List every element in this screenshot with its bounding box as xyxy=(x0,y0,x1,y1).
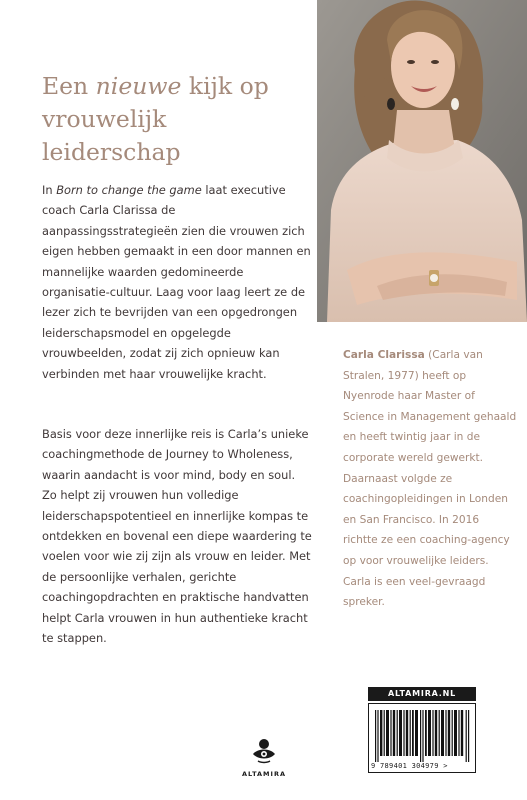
author-bio-text: (Carla van Stralen, 1977) heeft op Nyenrode haar Master of Science in Management gehaald en heeft twintig jaar in de corporate wereld gewerkt. Daarnaast volgde ze coachingopleidingen in Londen en San Francisco. In 2016 richtte ze een coaching-agency op voor vrouwelijke leiders. Carla is een veel-gevraagd spreker. xyxy=(343,349,517,609)
author-name: Carla Clarissa xyxy=(343,349,425,361)
intro-lead: In xyxy=(42,183,57,197)
intro-text: laat executive coach Carla Clarissa de aanpassingsstrategieën zien die vrouwen zich eigen hebben gemaakt in een door mannen en mannelijke waarden gedomineerde organisatie-cultuur. Laag voor laag leert ze de lezer zich te bevrijden van een opgedrongen leiderschapsmodel en opgelegde vrouwbeelden, zodat zij zich opnieuw kan verbinden met haar vrouwelijke kracht. xyxy=(42,183,311,381)
headline-emphasis: nieuwe xyxy=(95,72,182,100)
isbn-number: 9 789401 304979 > xyxy=(371,762,448,770)
headline-part1: Een xyxy=(42,72,96,100)
intro-paragraph xyxy=(42,180,312,384)
altamira-eye-logo-icon xyxy=(252,738,276,764)
headline-part2: kijk op vrouwelijk leiderschap xyxy=(42,72,269,166)
book-title: Born to change the game xyxy=(56,183,202,197)
publisher-website: ALTAMIRA.NL xyxy=(368,687,476,701)
author-portrait-photo xyxy=(317,0,527,322)
body-paragraph: Basis voor deze innerlijke reis is Carla’s unieke coachingmethode de Journey to Wholeness, waarin aandacht is voor mind, body en soul. Zo helpt zij vrouwen hun volledige leiderschapspotentieel en innerlijke kompas te ontdekken en bovenal een diepe waardering te voelen voor wie zij zijn als vrouw en leider. Met de persoonlijke verhalen, gerichte coachingopdrachten en praktische handvatten helpt Carla vrouwen in hun authentieke kracht te stappen. xyxy=(42,427,312,646)
author-bio xyxy=(343,345,517,613)
publisher-name: ALTAMIRA xyxy=(242,770,286,778)
publisher-logo xyxy=(236,738,292,778)
portrait-illustration xyxy=(317,0,527,322)
barcode-bars xyxy=(375,710,471,762)
isbn-barcode xyxy=(368,703,476,773)
back-cover-headline xyxy=(42,70,292,169)
